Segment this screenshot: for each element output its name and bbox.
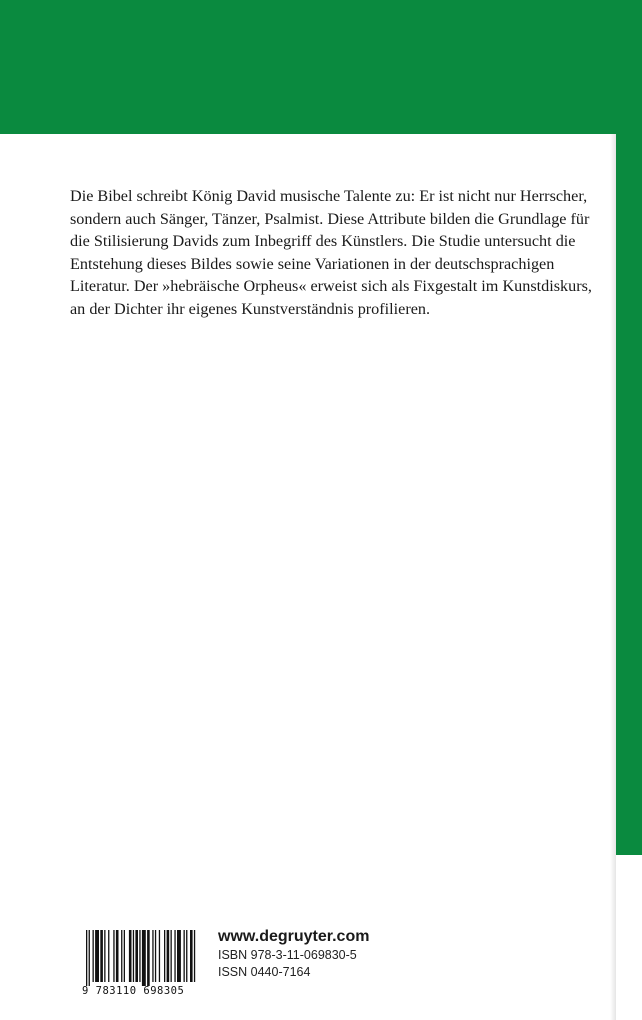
- isbn-number: ISBN 978-3-11-069830-5: [218, 948, 357, 962]
- publisher-info: [218, 926, 458, 981]
- spine-green-edge: [616, 0, 642, 855]
- back-cover-blurb: [70, 185, 600, 321]
- cover-green-band: [0, 0, 642, 134]
- blurb-text: Die Bibel schreibt König David musische Talente zu: Er ist nicht nur Herrscher, sondern auch Sänger, Tänzer, Psalmist. Diese Attribute bilden die Grundlage für die Stilisierung Davids zum Inbegriff des Künstlers. Die Studie untersucht die Entstehung dieses Bildes sowie seine Variationen in der deutschsprachigen Literatur. Der »hebräische Orpheus« erweist sich als Fixgestalt im Kunstdiskurs, an der Dichter ihr eigenes Kunstverständnis profilieren.: [70, 187, 592, 318]
- barcode-bars: [82, 930, 198, 986]
- spine-shadow: [610, 134, 616, 1020]
- publisher-url[interactable]: www.degruyter.com: [218, 928, 370, 945]
- isbn-barcode: [82, 930, 198, 997]
- issn-number: ISSN 0440-7164: [218, 965, 311, 979]
- barcode-digits: 9 783110 698305: [82, 985, 185, 997]
